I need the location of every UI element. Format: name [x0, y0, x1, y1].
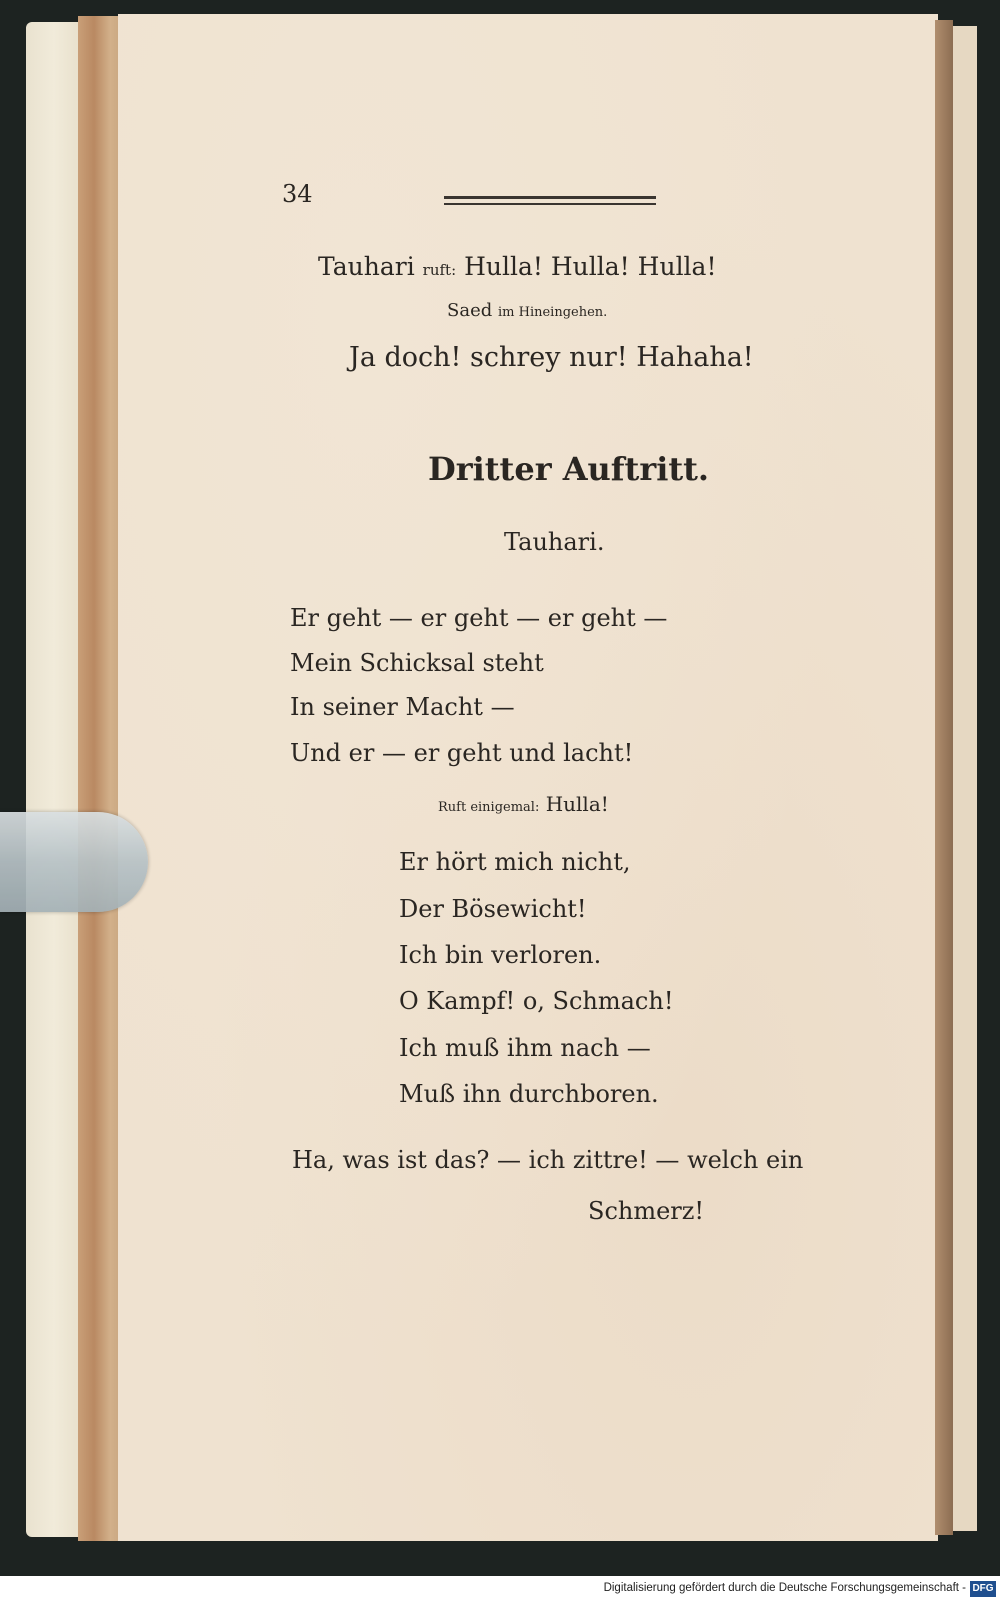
speaker-name: Saed: [447, 300, 493, 321]
facing-page-edge: [953, 26, 977, 1531]
book-gutter: [935, 20, 953, 1535]
dialogue-line-1: [318, 252, 717, 281]
dialogue-line-2: [447, 300, 607, 321]
stage-direction: Ruft einigemal:: [438, 800, 540, 815]
verse-line: Er hört mich nicht,: [399, 848, 631, 876]
scene-speaker: Tauhari.: [504, 528, 605, 556]
verse-line: O Kampf! o, Schmach!: [399, 987, 674, 1015]
stage-direction: im Hineingehen.: [497, 305, 608, 320]
speaker-name: Tauhari: [318, 252, 415, 281]
header-rule: [444, 196, 656, 199]
page-clamp: [0, 812, 148, 912]
verse-line: Er geht — er geht — er geht —: [290, 604, 668, 632]
header-rule-thin: [444, 203, 656, 205]
dialogue-line-3: Ja doch! schrey nur! Hahaha!: [349, 342, 754, 373]
page-number: 34: [282, 180, 313, 208]
book-page: [118, 14, 938, 1541]
verse-line: Ich bin verloren.: [399, 941, 602, 969]
verse-line: Mein Schicksal steht: [290, 649, 544, 677]
verse-line: Der Bösewicht!: [399, 895, 587, 923]
final-line-continuation: Schmerz!: [588, 1197, 705, 1225]
scene-heading: Dritter Auftritt.: [428, 450, 710, 488]
verse-line: Ich muß ihm nach —: [399, 1034, 651, 1062]
speech-text: Hulla! Hulla! Hulla!: [464, 252, 717, 281]
final-line: Ha, was ist das? — ich zittre! — welch ein: [292, 1146, 804, 1174]
verse-line: Und er — er geht und lacht!: [290, 739, 634, 767]
stage-direction: ruft:: [422, 261, 457, 279]
speech-text: Hulla!: [545, 792, 609, 816]
verse-line: In seiner Macht —: [290, 693, 515, 721]
dfg-logo: DFG: [970, 1581, 996, 1597]
funding-credit: Digitalisierung gefördert durch die Deutsche Forschungsgemeinschaft -: [603, 1582, 966, 1594]
verse-line: Muß ihn durchboren.: [399, 1080, 659, 1108]
stage-direction-line: [438, 792, 609, 816]
